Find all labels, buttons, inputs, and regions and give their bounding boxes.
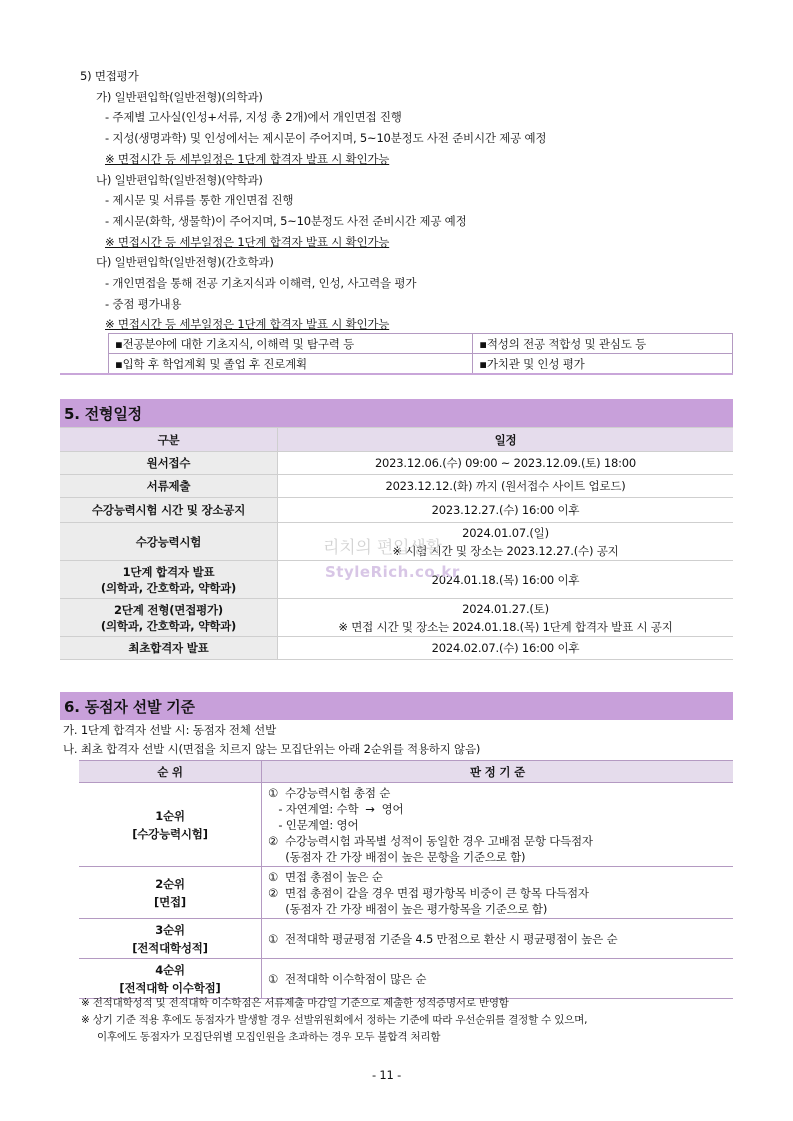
row-key-line-1: 1단계 합격자 발표 — [122, 564, 215, 579]
row-value-line-2: ※ 면접 시간 및 장소는 2024.01.18.(목) 1단계 합격자 발표 시 공지 — [338, 619, 673, 634]
row-key-line-2: (의학과, 간호학과, 약학과) — [100, 580, 237, 595]
pharm-title: 나) 일반편입학(일반전형)(약학과) — [96, 173, 263, 187]
rank-cell — [79, 919, 262, 959]
nursing-title: 다) 일반편입학(일반전형)(간호학과) — [96, 255, 274, 269]
tie-break-table — [79, 760, 733, 999]
table-row — [60, 599, 733, 637]
row-key: 원서접수 — [60, 452, 278, 475]
table-row — [79, 867, 733, 919]
criteria-line: ① 수강능력시험 총점 순 — [268, 785, 391, 800]
row-value-line-1: 2024.01.07.(일) — [462, 525, 549, 540]
rank-cell — [79, 783, 262, 867]
nursing-line-1: - 개인면접을 통해 전공 기초지식과 이해력, 인성, 사고력을 평가 — [105, 276, 417, 290]
table-header — [79, 761, 733, 783]
med-line-1: - 주제별 고사실(인성+서류, 지성 총 2개)에서 개인면접 진행 — [105, 110, 402, 124]
col-schedule: 일정 — [278, 428, 734, 452]
table-row — [60, 637, 733, 660]
table-row — [79, 783, 733, 867]
med-line-2: - 지성(생명과학) 및 인성에서는 제시문이 주어지며, 5~10분정도 사전 준비시간 제공 예정 — [105, 131, 547, 145]
rank-sublabel: [수강능력시험] — [132, 826, 208, 841]
table-row — [79, 959, 733, 999]
row-value: 2024.02.07.(수) 16:00 이후 — [278, 637, 734, 660]
row-key: 수강능력시험 — [60, 523, 278, 561]
rank-sublabel: [면접] — [154, 894, 186, 909]
criteria-line: ② 수강능력시험 과목별 성적이 동일한 경우 고배점 문항 다득점자 — [268, 833, 593, 848]
med-title: 가) 일반편입학(일반전형)(의학과) — [96, 90, 263, 104]
table-row — [109, 334, 733, 354]
footnote-1: ※ 전적대학성적 및 전적대학 이수학점은 서류제출 마감일 기준으로 제출한 성적증명서로 반영함 — [81, 997, 509, 1009]
divider — [60, 373, 733, 375]
criteria-cell — [262, 959, 734, 999]
criteria-cell: ▪입학 후 학업계획 및 졸업 후 진로계획 — [109, 354, 473, 374]
row-value: 2023.12.27.(수) 16:00 이후 — [278, 498, 734, 523]
watermark-url: StyleRich.co.kr — [325, 563, 460, 581]
rank-label: 2순위 — [155, 876, 185, 891]
criteria-line: ② 면접 총점이 같을 경우 면접 평가항목 비중이 큰 항목 다득점자 — [268, 885, 589, 900]
row-key — [60, 561, 278, 599]
rank-cell — [79, 867, 262, 919]
criteria-line: (동점자 간 가장 배점이 높은 문항을 기준으로 함) — [268, 849, 526, 864]
criteria-line: ① 면접 총점이 높은 순 — [268, 869, 383, 884]
col-rank: 순 위 — [79, 761, 262, 783]
row-value-line-1: 2024.01.27.(토) — [462, 601, 549, 616]
criteria-line: - 자연계열: 수학 → 영어 — [268, 801, 404, 816]
page-number: - 11 - — [372, 1068, 402, 1082]
table-row — [60, 452, 733, 475]
criteria-line: (동점자 간 가장 배점이 높은 평가항목을 기준으로 함) — [268, 901, 548, 916]
section-5-title: 5. 전형일정 — [64, 405, 142, 423]
table-row — [79, 919, 733, 959]
pharm-line-1: - 제시문 및 서류를 통한 개인면접 진행 — [105, 193, 294, 207]
col-category: 구분 — [60, 428, 278, 452]
watermark-text: 리치의 편입생활 — [323, 538, 442, 558]
rank-cell — [79, 959, 262, 999]
row-value — [278, 599, 734, 637]
row-key: 최초합격자 발표 — [60, 637, 278, 660]
criteria-cell — [262, 867, 734, 919]
criteria-cell: ▪가치관 및 인성 평가 — [473, 354, 733, 374]
section-5-header — [60, 399, 733, 427]
row-value: 2023.12.06.(수) 09:00 ~ 2023.12.09.(토) 18:00 — [278, 452, 734, 475]
criteria-cell: ▪전공분야에 대한 기초지식, 이해력 및 탐구력 등 — [109, 334, 473, 354]
rank-label: 1순위 — [155, 808, 185, 823]
section-6-header — [60, 692, 733, 720]
rank-sublabel: [전적대학성적] — [132, 940, 208, 955]
table-row — [60, 498, 733, 523]
footnote-2: ※ 상기 기준 적용 후에도 동점자가 발생할 경우 선발위원회에서 정하는 기준에 따라 우선순위를 결정할 수 있으며, — [81, 1014, 588, 1026]
table-row — [109, 354, 733, 374]
tie-line-2: 나. 최초 합격자 선발 시(면접을 치르지 않는 모집단위는 아래 2순위를 적용하지 않음) — [63, 742, 481, 756]
criteria-line: ① 전적대학 이수학점이 많은 순 — [268, 971, 427, 986]
row-key: 수강능력시험 시간 및 장소공지 — [60, 498, 278, 523]
nursing-note: ※ 면접시간 등 세부일정은 1단계 합격자 발표 시 확인가능 — [105, 317, 390, 331]
pharm-note: ※ 면접시간 등 세부일정은 1단계 합격자 발표 시 확인가능 — [105, 235, 390, 249]
criteria-line: ① 전적대학 평균평점 기준을 4.5 만점으로 환산 시 평균평점이 높은 순 — [268, 931, 618, 946]
rank-label: 4순위 — [155, 962, 185, 977]
criteria-cell: ▪적성의 전공 적합성 및 관심도 등 — [473, 334, 733, 354]
table-header — [60, 428, 733, 452]
row-key — [60, 599, 278, 637]
med-note: ※ 면접시간 등 세부일정은 1단계 합격자 발표 시 확인가능 — [105, 152, 390, 166]
row-key: 서류제출 — [60, 475, 278, 498]
table-row — [60, 475, 733, 498]
row-key-line-2: (의학과, 간호학과, 약학과) — [100, 618, 237, 633]
rank-label: 3순위 — [155, 922, 185, 937]
row-value: 2024.01.18.(목) 16:00 이후 — [278, 561, 734, 599]
tie-line-1: 가. 1단계 합격자 선발 시: 동점자 전체 선발 — [63, 723, 276, 737]
section-6-title: 6. 동점자 선발 기준 — [64, 698, 195, 716]
col-criteria: 판 정 기 준 — [262, 761, 734, 783]
row-value-line-2: ※ 시험 시간 및 장소는 2023.12.27.(수) 공지 — [392, 543, 619, 558]
footnote-3: 이후에도 동점자가 모집단위별 모집인원을 초과하는 경우 모두 불합격 처리함 — [97, 1031, 441, 1043]
pharm-line-2: - 제시문(화학, 생물학)이 주어지며, 5~10분정도 사전 준비시간 제공 예정 — [105, 214, 467, 228]
criteria-cell — [262, 783, 734, 867]
evaluation-criteria-table — [108, 333, 733, 374]
rank-sublabel: [전적대학 이수학점] — [119, 980, 221, 995]
criteria-line: - 인문계열: 영어 — [268, 817, 359, 832]
row-key-line-1: 2단계 전형(면접평가) — [114, 602, 223, 617]
criteria-cell — [262, 919, 734, 959]
row-value: 2023.12.12.(화) 까지 (원서접수 사이트 업로드) — [278, 475, 734, 498]
interview-heading: 5) 면접평가 — [80, 69, 139, 83]
nursing-line-2: - 중점 평가내용 — [105, 297, 182, 311]
